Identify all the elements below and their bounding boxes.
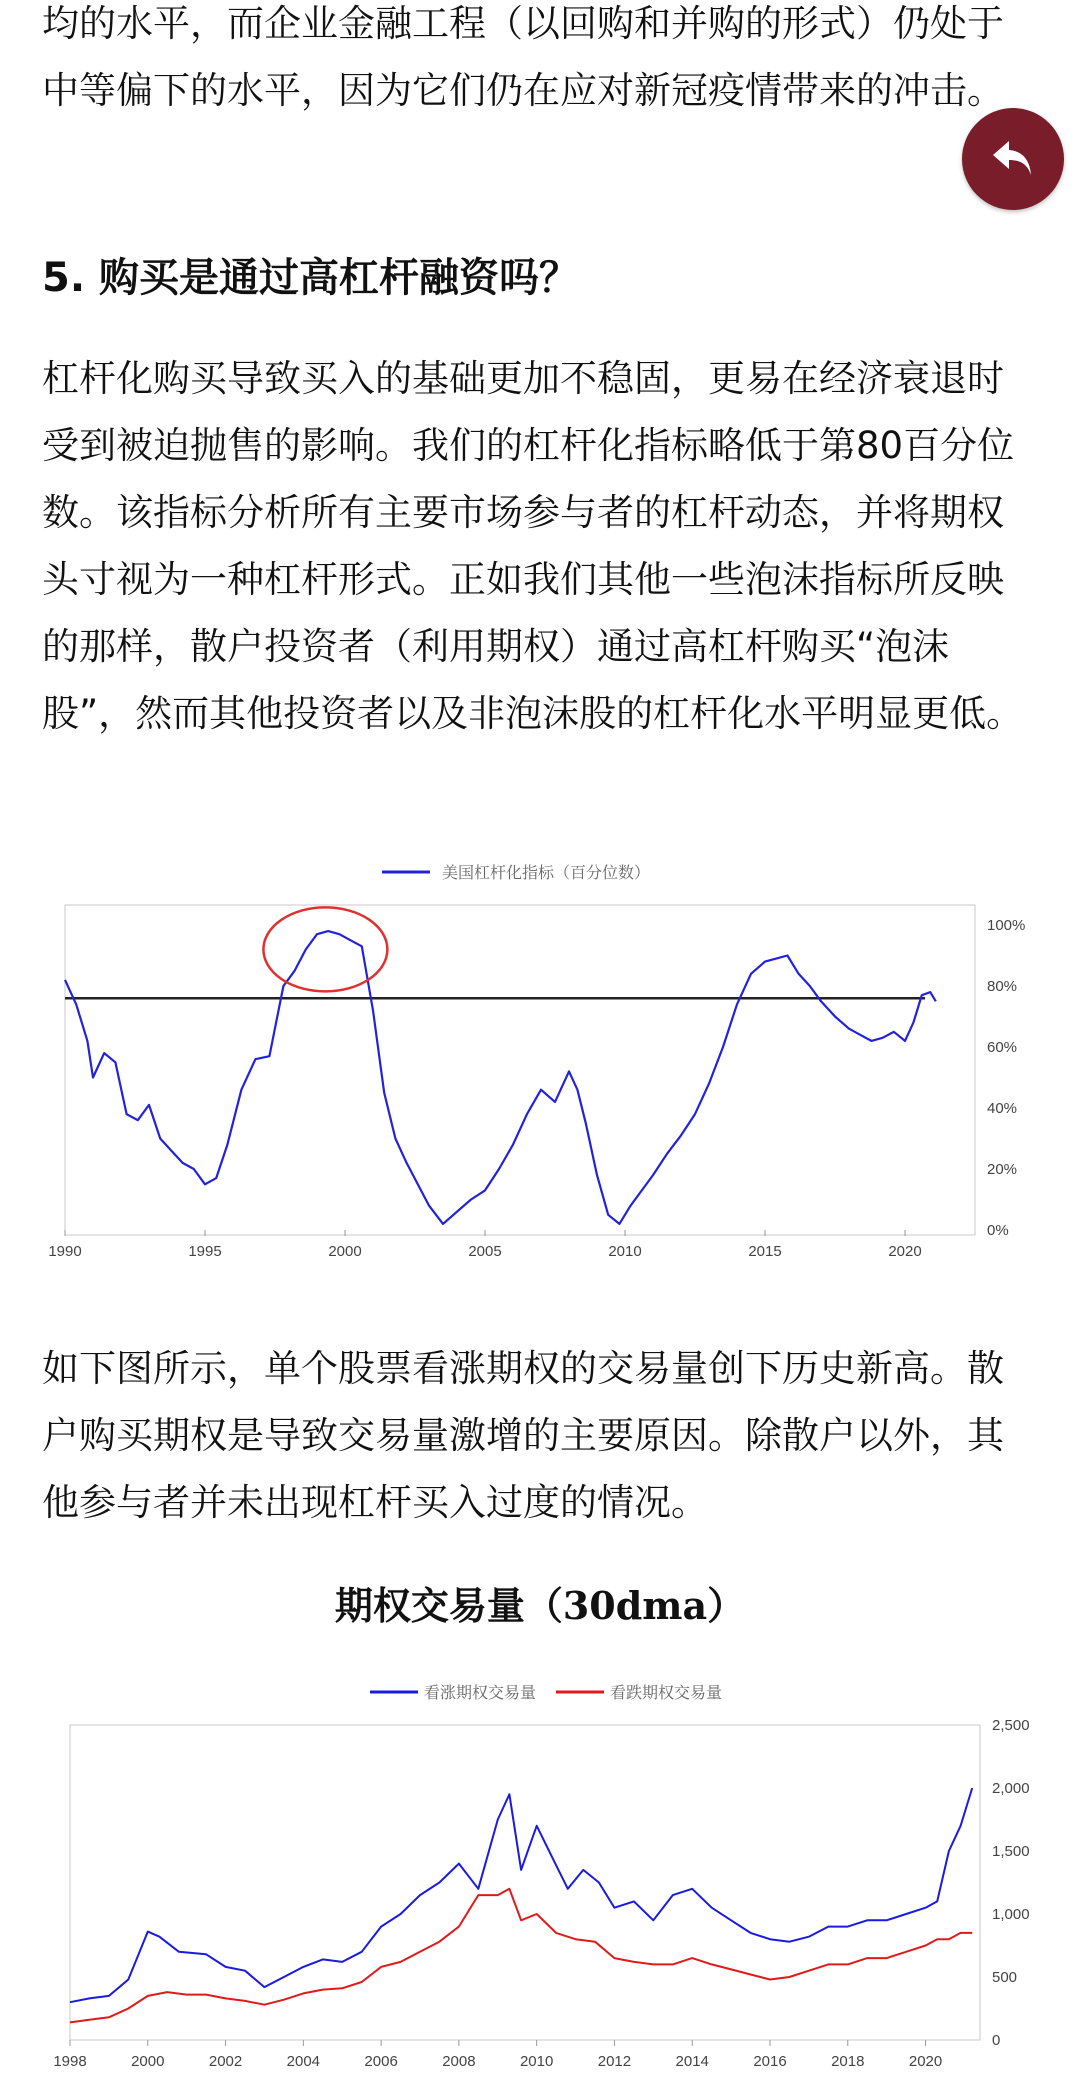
x-tick-label: 1990	[48, 1243, 82, 1260]
x-tick-label: 2018	[831, 2053, 865, 2070]
chart2-title: 期权交易量（30dma）	[334, 1583, 746, 1628]
x-tick-label: 2012	[597, 2053, 632, 2070]
y-tick-label: 100%	[987, 917, 1026, 934]
back-arrow-icon	[985, 131, 1041, 187]
leverage-indicator-chart	[0, 850, 1080, 1290]
legend-label-put: 看跌期权交易量	[610, 1683, 723, 1702]
x-tick-label: 2010	[608, 1243, 642, 1260]
options-paragraph: 如下图所示，单个股票看涨期权的交易量创下历史新高。散户购买期权是导致交易量激增的主要原因。除散户以外，其他参与者并未出现杠杆买入过度的情况。	[42, 1347, 1004, 1524]
y-tick-label: 2,000	[992, 1780, 1030, 1797]
x-tick-label: 2016	[753, 2053, 787, 2070]
y-tick-label: 2,500	[992, 1717, 1030, 1734]
x-tick-label: 2000	[131, 2053, 165, 2070]
x-tick-label: 1995	[188, 1243, 222, 1260]
section-heading: 5. 购买是通过高杠杆融资吗？	[42, 255, 579, 301]
x-tick-label: 2000	[328, 1243, 362, 1260]
x-tick-label: 2015	[748, 1243, 782, 1260]
x-tick-label: 2008	[442, 2053, 476, 2070]
y-tick-label: 60%	[987, 1039, 1018, 1056]
y-tick-label: 1,000	[992, 1906, 1030, 1923]
legend-label-call: 看涨期权交易量	[424, 1683, 537, 1702]
x-tick-label: 2006	[364, 2053, 398, 2070]
series-line-call-volume	[70, 1788, 972, 2002]
plot-area-frame	[70, 1725, 980, 2040]
x-tick-label: 2020	[908, 2053, 943, 2070]
y-tick-label: 1,500	[992, 1843, 1030, 1860]
y-tick-label: 0%	[987, 1222, 1009, 1239]
series-line-leverage	[65, 931, 936, 1224]
x-tick-label: 2005	[468, 1243, 502, 1260]
x-tick-label: 2002	[208, 2053, 243, 2070]
leverage-paragraph: 杠杆化购买导致买入的基础更加不稳固，更易在经济衰退时受到被迫抛售的影响。我们的杠杆化指标略低于第80百分位数。该指标分析所有主要市场参与者的杠杆动态，并将期权头寸视为一种杠杆形式。正如我们其他一些泡沫指标所反映的那样，散户投资者（利用期权）通过高杠杆购买“泡沫股”，然而其他投资者以及非泡沫股的杠杆化水平明显更低。	[42, 357, 1024, 735]
x-tick-label: 2004	[286, 2053, 321, 2070]
y-tick-label: 500	[992, 1969, 1018, 1986]
x-tick-label: 1998	[53, 2053, 87, 2070]
x-tick-label: 2014	[675, 2053, 709, 2070]
plot-area-frame	[65, 905, 975, 1235]
chart2-legend	[370, 1683, 722, 1702]
y-tick-label: 40%	[987, 1100, 1018, 1117]
back-button[interactable]	[962, 108, 1064, 210]
series-line-put-volume	[70, 1889, 972, 2023]
y-tick-label: 20%	[987, 1161, 1018, 1178]
intro-paragraph: 均的水平，而企业金融工程（以回购和并购的形式）仍处于中等偏下的水平，因为它们仍在应对新冠疫情带来的冲击。	[42, 2, 1004, 112]
legend-label-leverage: 美国杠杆化指标（百分位数）	[442, 863, 651, 882]
y-tick-label: 80%	[987, 978, 1018, 995]
y-tick-label: 0	[992, 2032, 1001, 2049]
x-tick-label: 2010	[519, 2053, 554, 2070]
chart1-legend	[382, 863, 650, 882]
peak-highlight-circle	[263, 907, 387, 991]
x-tick-label: 2020	[888, 1243, 922, 1260]
options-volume-chart	[0, 1670, 1080, 2095]
